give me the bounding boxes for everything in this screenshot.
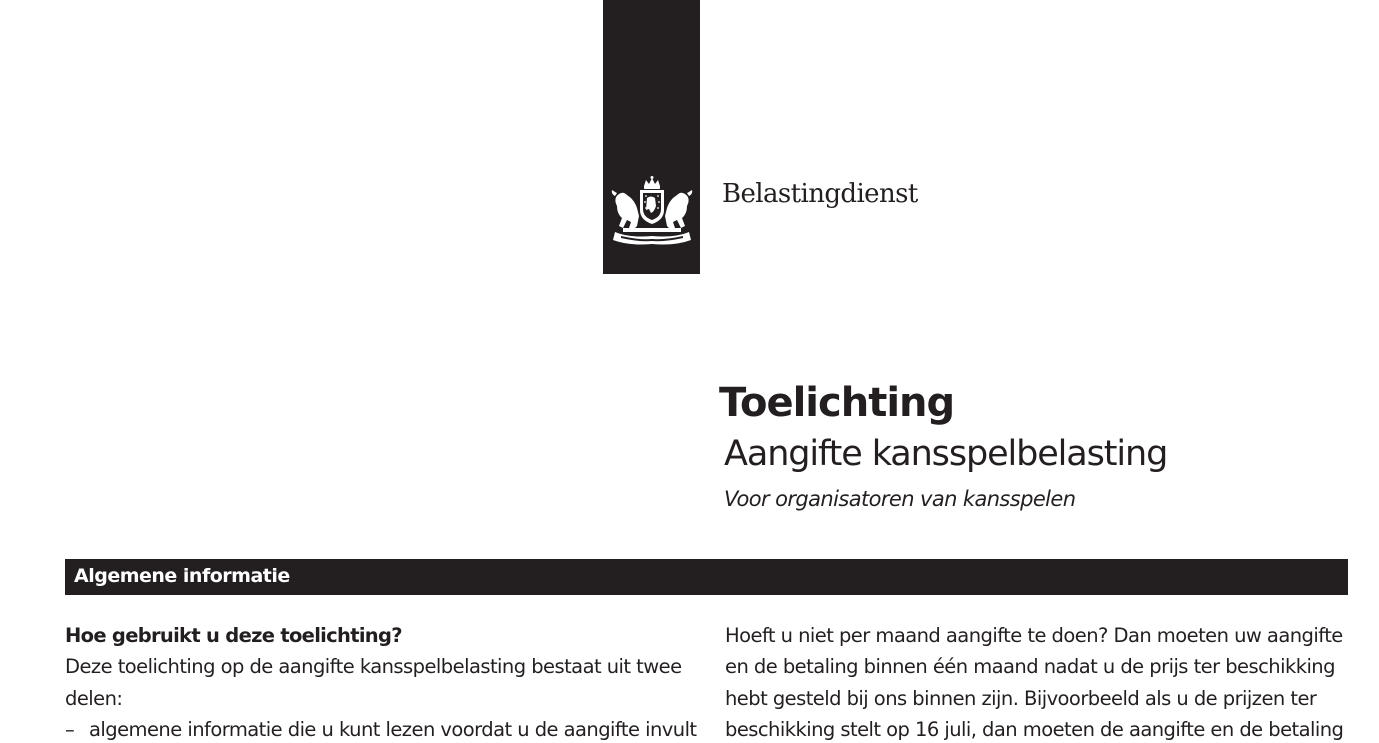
paragraph-line: en de betaling binnen één maand nadat u de prijs ter beschikking: [725, 655, 1335, 679]
document-subtitle: Aangifte kansspelbelasting: [724, 434, 1168, 474]
document-title: Toelichting: [719, 380, 955, 426]
organization-name: Belastingdienst: [722, 179, 918, 209]
document-tagline: Voor organisatoren van kansspelen: [724, 487, 1076, 511]
section-title: Algemene informatie: [74, 565, 290, 587]
left-text-column: [65, 620, 697, 743]
paragraph-line: delen:: [65, 686, 123, 710]
bullet-dash: –: [65, 717, 75, 741]
bullet-text: algemene informatie die u kunt lezen voordat u de aangifte invult: [89, 717, 697, 741]
paragraph-line: Hoeft u niet per maand aangifte te doen? Dan moeten uw aangifte: [725, 624, 1343, 647]
section-header-bar: [65, 559, 1348, 595]
royal-coat-of-arms-icon: [609, 176, 695, 248]
bullet-item: [65, 714, 697, 743]
paragraph-line: beschikking stelt op 16 juli, dan moeten de aangifte en de betaling: [725, 717, 1344, 741]
paragraph-line: hebt gesteld bij ons binnen zijn. Bijvoorbeeld als u de prijzen ter: [725, 686, 1317, 710]
logo-band: [603, 0, 700, 274]
paragraph-line: Deze toelichting op de aangifte kansspelbelasting bestaat uit twee: [65, 655, 682, 679]
question-heading: Hoe gebruikt u deze toelichting?: [65, 624, 402, 647]
right-text-column: [725, 620, 1345, 743]
